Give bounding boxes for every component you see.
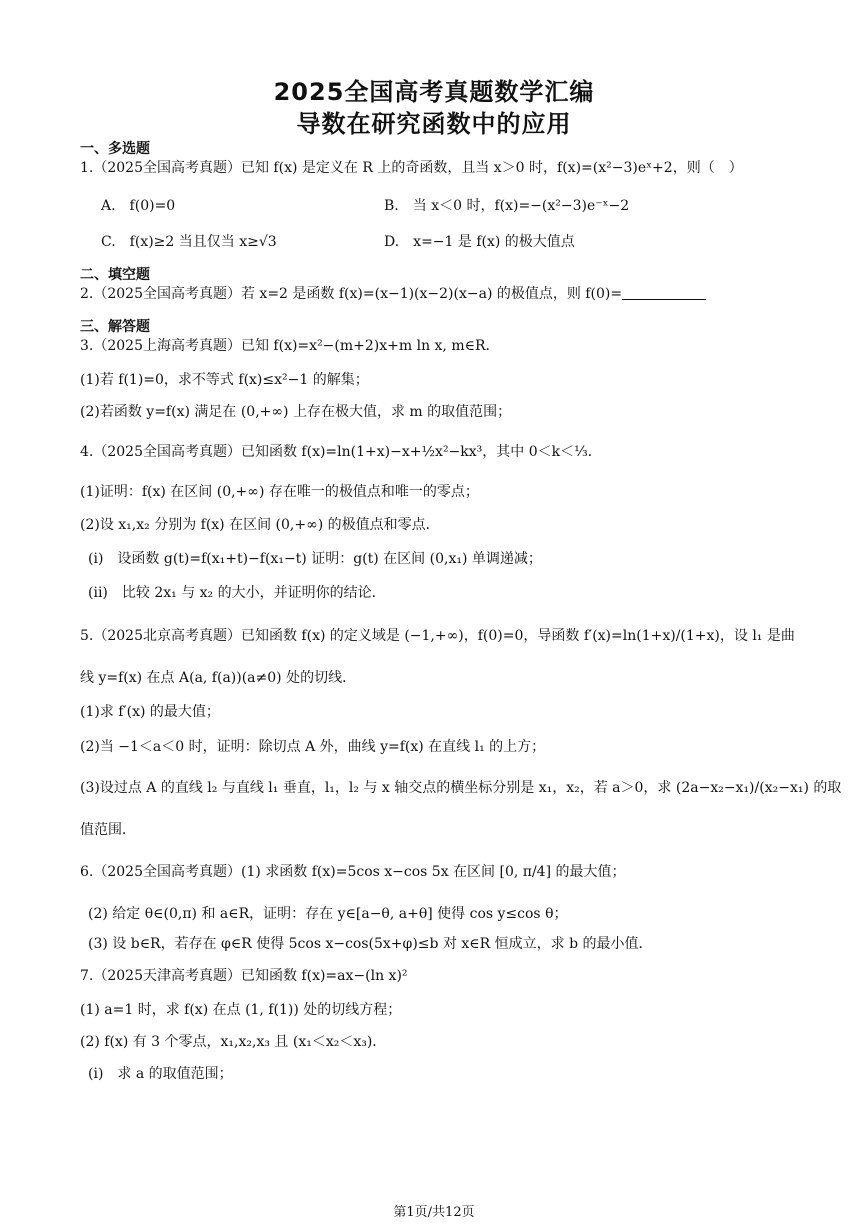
problem-1-option-c: C. f(x)≥2 当且仅当 x≥√3 xyxy=(101,234,277,250)
section-multiple-choice: 一、多选题 xyxy=(80,141,150,157)
problem-4-q2-i: (i) 设函数 g(t)=f(x₁+t)−f(x₁−t) 证明：g(t) 在区间 (0,x₁) 单调递减； xyxy=(88,551,542,567)
problem-4-stem: 4.（2025全国高考真题）已知函数 f(x)=ln(1+x)−x+½x²−kx³，其中 0＜k＜⅓． xyxy=(80,444,602,460)
problem-5-q2: (2)当 −1＜a＜0 时，证明：除切点 A 外，曲线 y=f(x) 在直线 l₁ 的上方； xyxy=(80,739,546,755)
page-footer: 第1页/共12页 xyxy=(393,1205,475,1220)
problem-7-stem: 7.（2025天津高考真题）已知函数 f(x)=ax−(ln x)² xyxy=(80,968,408,984)
problem-5-q3-cont: 值范围． xyxy=(80,822,136,838)
problem-1-option-b: B. 当 x＜0 时，f(x)=−(x²−3)e⁻ˣ−2 xyxy=(384,198,630,214)
problem-7-q2-i: (i) 求 a 的取值范围； xyxy=(88,1066,233,1082)
problem-5-q1: (1)求 f′(x) 的最大值； xyxy=(80,704,220,720)
answer-blank xyxy=(622,285,706,300)
problem-5-q3: (3)设过点 A 的直线 l₂ 与直线 l₁ 垂直，l₁，l₂ 与 x 轴交点的横坐标分别是 x₁，x₂，若 a＞0，求 (2a−x₂−x₁)/(x₂−x₁) 的取 xyxy=(80,780,842,796)
problem-6-q2: (2) 给定 θ∈(0,π) 和 a∈R，证明：存在 y∈[a−θ, a+θ] 使得 cos y≤cos θ； xyxy=(88,906,568,922)
problem-3-q1: (1)若 f(1)=0，求不等式 f(x)≤x²−1 的解集； xyxy=(80,372,369,388)
section-solve: 三、解答题 xyxy=(80,319,150,335)
problem-1-option-d: D. x=−1 是 f(x) 的极大值点 xyxy=(384,234,575,250)
problem-2-line xyxy=(80,284,706,304)
problem-6-q3: (3) 设 b∈R，若存在 φ∈R 使得 5cos x−cos(5x+φ)≤b 对 x∈R 恒成立，求 b 的最小值． xyxy=(88,936,653,952)
problem-7-q1: (1) a=1 时，求 f(x) 在点 (1, f(1)) 处的切线方程； xyxy=(80,1002,402,1018)
problem-1-option-a: A. f(0)=0 xyxy=(101,198,176,214)
problem-2-stem: 2.（2025全国高考真题）若 x=2 是函数 f(x)=(x−1)(x−2)(x−a) 的极值点，则 f(0)= xyxy=(80,286,623,302)
problem-4-q1: (1)证明：f(x) 在区间 (0,+∞) 存在唯一的极值点和唯一的零点； xyxy=(80,484,479,500)
problem-4-q2-ii: (ii) 比较 2x₁ 与 x₂ 的大小，并证明你的结论． xyxy=(88,585,386,601)
problem-3-stem: 3.（2025上海高考真题）已知 f(x)=x²−(m+2)x+m ln x, m∈R． xyxy=(80,338,500,354)
problem-3-q2: (2)若函数 y=f(x) 满足在 (0,+∞) 上存在极大值，求 m 的取值范围； xyxy=(80,404,512,420)
problem-5-stem: 5.（2025北京高考真题）已知函数 f(x) 的定义域是 (−1,+∞)，f(0)=0，导函数 f′(x)=ln(1+x)/(1+x)，设 l₁ 是曲 xyxy=(80,628,795,644)
problem-4-q2: (2)设 x₁,x₂ 分别为 f(x) 在区间 (0,+∞) 的极值点和零点． xyxy=(80,517,440,533)
section-fill-blank: 二、填空题 xyxy=(80,267,150,283)
title-line-1: 2025全国高考真题数学汇编 xyxy=(273,78,595,106)
problem-1-stem: 1.（2025全国高考真题）已知 f(x) 是定义在 R 上的奇函数，且当 x＞0 时，f(x)=(x²−3)eˣ+2，则（ ） xyxy=(80,160,743,176)
problem-5-stem-2: 线 y=f(x) 在点 A(a, f(a))(a≠0) 处的切线． xyxy=(80,670,357,686)
title-line-2: 导数在研究函数中的应用 xyxy=(296,110,572,138)
problem-6-stem: 6.（2025全国高考真题）(1) 求函数 f(x)=5cos x−cos 5x 在区间 [0, π/4] 的最大值； xyxy=(80,864,626,880)
problem-7-q2: (2) f(x) 有 3 个零点，x₁,x₂,x₃ 且 (x₁＜x₂＜x₃)． xyxy=(80,1034,387,1050)
